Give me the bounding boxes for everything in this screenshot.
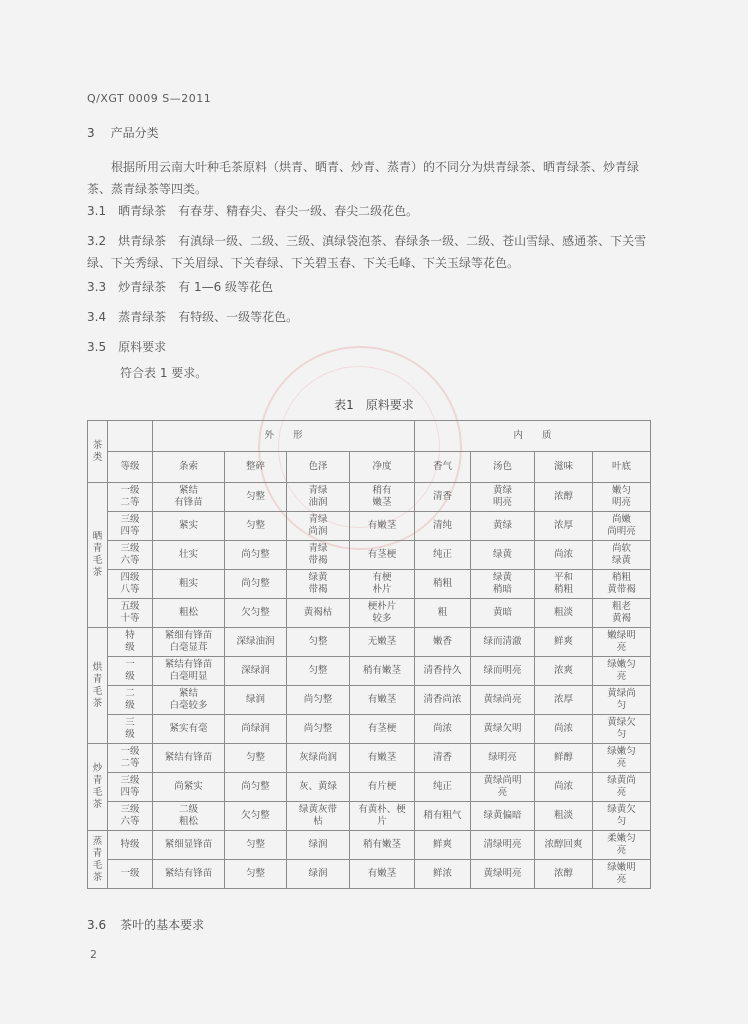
table-header-row [88,421,651,452]
table-cell: 浓厚 [535,686,593,715]
table-cell: 黄绿明亮 [471,860,535,889]
intro-paragraph: 根据所用云南大叶种毛茶原料（烘青、晒青、炒青、蒸青）的不同分为烘青绿茶、晒青绿茶、炒青绿茶、蒸青绿茶等四类。 [87,160,640,196]
item-number: 3.1 [87,204,107,218]
table-cell: 欠匀整 [225,599,287,628]
table-cell: 嫩绿明 亮 [593,628,651,657]
table-cell: 紧细有锋苗 白毫显茸 [153,628,225,657]
table-cell: 清纯 [415,512,471,541]
table-cell: 匀整 [225,860,287,889]
table-cell: 绿润 [287,860,350,889]
item-3-5 [87,336,657,358]
table-cell: 黄绿欠 匀 [593,715,651,744]
table-header-row [88,452,651,483]
table-cell: 紧实有毫 [153,715,225,744]
table-cell: 特 级 [108,628,153,657]
table-row [88,657,651,686]
table-cell: 壮实 [153,541,225,570]
table-cell: 稍有 嫩茎 [350,483,415,512]
page-number: 2 [90,948,97,961]
table-cell: 三 级 [108,715,153,744]
table-cell: 绿嫩匀 亮 [593,657,651,686]
table-cell: 清香 [415,744,471,773]
item-number: 3.2 [87,234,107,248]
table-cell: 三级 四等 [108,512,153,541]
table-cell: 粗老 黄褐 [593,599,651,628]
table-cell: 二级 粗松 [153,802,225,831]
table-row [88,483,651,512]
table-cell: 尚匀整 [225,570,287,599]
table-row [88,831,651,860]
table-cell: 纯正 [415,541,471,570]
table-cell: 尚匀整 [287,715,350,744]
section-number: 3 [87,126,95,140]
quality-group-header: 内 质 [415,421,651,452]
table-cell: 无嫩茎 [350,628,415,657]
table-cell: 绿而清澈 [471,628,535,657]
table-cell: 青绿 尚润 [287,512,350,541]
table-cell: 绿黄偏暗 [471,802,535,831]
item-name: 炒青绿茶 [118,280,167,294]
table-cell: 尚软 绿黄 [593,541,651,570]
document-code: Q/XGT 0009 S—2011 [87,92,212,105]
table-cell: 黄绿欠明 [471,715,535,744]
table-cell: 有嫩茎 [350,744,415,773]
table-cell: 紧结有锋苗 白毫明显 [153,657,225,686]
table-cell: 尚浓 [535,541,593,570]
table-cell: 尚浓 [535,715,593,744]
table-cell: 清绿明亮 [471,831,535,860]
table-cell: 绿嫩明 亮 [593,860,651,889]
column-header: 叶底 [593,452,651,483]
section-title: 茶叶的基本要求 [120,918,205,932]
table-row [88,715,651,744]
table-cell: 灰、黄绿 [287,773,350,802]
item-number: 3.5 [87,340,107,354]
table-cell: 黄绿尚亮 [471,686,535,715]
table-cell: 三级 四等 [108,773,153,802]
table-cell: 稍粗 黄带褐 [593,570,651,599]
section-number: 3.6 [87,918,107,932]
table-cell: 浓醇 [535,860,593,889]
category-header: 茶 类 [88,421,108,483]
table-cell: 尚绿润 [225,715,287,744]
column-header: 等级 [108,452,153,483]
table-cell: 匀整 [225,831,287,860]
item-3-4 [87,306,657,328]
table-cell: 绿润 [225,686,287,715]
column-header: 整碎 [225,452,287,483]
table-cell: 绿黄灰带 枯 [287,802,350,831]
table-cell: 匀整 [225,512,287,541]
table-cell: 二 级 [108,686,153,715]
table-cell: 绿黄尚 亮 [593,773,651,802]
table-cell: 绿嫩匀 亮 [593,744,651,773]
section-title: 产品分类 [110,126,159,140]
table-cell: 鲜醇 [535,744,593,773]
table-row [88,860,651,889]
table-cell: 尚浓 [535,773,593,802]
table-cell: 稍粗 [415,570,471,599]
table-cell: 绿黄 [471,541,535,570]
category-cell: 烘 青 毛 茶 [88,628,108,744]
table-cell: 三级 六等 [108,802,153,831]
table-cell: 深绿油润 [225,628,287,657]
section-3-6-heading [87,916,204,933]
table-cell: 粗实 [153,570,225,599]
table-cell: 灰绿尚润 [287,744,350,773]
table-cell: 有黄朴、梗 片 [350,802,415,831]
table-row [88,802,651,831]
table-cell: 匀整 [287,657,350,686]
table-cell: 绿明亮 [471,744,535,773]
blank-cell [108,421,153,452]
column-header: 滋味 [535,452,593,483]
table-cell: 黄绿尚 匀 [593,686,651,715]
item-text: 有 1—6 级等花色 [178,280,274,294]
table-cell: 黄绿 明亮 [471,483,535,512]
column-header: 色泽 [287,452,350,483]
table-cell: 紧结有锋苗 [153,860,225,889]
table-cell: 一 级 [108,657,153,686]
table-cell: 紧结有锋苗 [153,744,225,773]
table-cell: 黄暗 [471,599,535,628]
table-cell: 绿润 [287,831,350,860]
table-cell: 平和 稍粗 [535,570,593,599]
table-cell: 三级 六等 [108,541,153,570]
table-cell: 浓醇 [535,483,593,512]
column-header: 汤色 [471,452,535,483]
table-cell: 青绿 带褐 [287,541,350,570]
table-cell: 尚嫩 尚明亮 [593,512,651,541]
table-cell: 梗朴片 较多 [350,599,415,628]
item-3-1 [87,200,657,222]
table-cell: 尚匀整 [287,686,350,715]
table-cell: 欠匀整 [225,802,287,831]
table-cell: 紧实 [153,512,225,541]
column-header: 香气 [415,452,471,483]
table-cell: 有梗 朴片 [350,570,415,599]
table-cell: 一级 二等 [108,483,153,512]
table-cell: 稍有粗气 [415,802,471,831]
table-cell: 青绿 油润 [287,483,350,512]
table-cell: 黄绿 [471,512,535,541]
item-text: 有特级、一级等花色。 [178,310,299,324]
table-cell: 鲜爽 [535,628,593,657]
table-cell: 粗松 [153,599,225,628]
table-cell: 清香尚浓 [415,686,471,715]
table-cell: 紧细显锋苗 [153,831,225,860]
table-cell: 绿黄欠 匀 [593,802,651,831]
table-cell: 清香 [415,483,471,512]
table-cell: 绿黄 稍暗 [471,570,535,599]
table-cell: 有嫩茎 [350,860,415,889]
item-number: 3.3 [87,280,107,294]
column-header: 净度 [350,452,415,483]
table-cell: 尚匀整 [225,541,287,570]
table-cell: 嫩香 [415,628,471,657]
item-name: 蒸青绿茶 [118,310,167,324]
category-cell: 蒸 青 毛 茶 [88,831,108,889]
table-cell: 一级 [108,860,153,889]
table-cell: 稍有嫩茎 [350,657,415,686]
table-cell: 稍有嫩茎 [350,831,415,860]
section-3-heading [87,124,159,141]
table-row [88,599,651,628]
item-name: 烘青绿茶 [118,234,167,248]
table-cell: 浓醇回爽 [535,831,593,860]
table-row [88,570,651,599]
table-cell: 浓爽 [535,657,593,686]
table-cell: 一级 二等 [108,744,153,773]
table-caption: 表1 原料要求 [334,398,414,412]
table-cell: 匀整 [225,483,287,512]
table-cell: 有嫩茎 [350,512,415,541]
appearance-group-header: 外 形 [153,421,415,452]
item-3-2 [87,230,657,274]
table-cell: 绿黄 带褐 [287,570,350,599]
category-cell: 晒 青 毛 茶 [88,483,108,628]
table-cell: 有片梗 [350,773,415,802]
category-cell: 炒 青 毛 茶 [88,744,108,831]
table-cell: 四级 八等 [108,570,153,599]
table-row [88,773,651,802]
table-cell: 纯正 [415,773,471,802]
table-cell: 尚紧实 [153,773,225,802]
table-cell: 特级 [108,831,153,860]
table-cell: 紧结 有锋苗 [153,483,225,512]
table-cell: 粗淡 [535,599,593,628]
table-cell: 浓厚 [535,512,593,541]
table-row [88,512,651,541]
raw-material-requirements-table [87,420,651,889]
item-number: 3.4 [87,310,107,324]
item-text: 有春芽、精春尖、春尖一级、春尖二级花色。 [178,204,419,218]
table-row [88,744,651,773]
item-name: 晒青绿茶 [118,204,167,218]
table-cell: 尚匀整 [225,773,287,802]
table-cell: 深绿润 [225,657,287,686]
table-cell: 有茎梗 [350,715,415,744]
item-3-3 [87,276,657,298]
table-cell: 鲜浓 [415,860,471,889]
table-cell: 绿而明亮 [471,657,535,686]
table-cell: 嫩匀 明亮 [593,483,651,512]
table-cell: 紧结 白毫较多 [153,686,225,715]
table-cell: 黄绿尚明 亮 [471,773,535,802]
item-name: 原料要求 [118,340,167,354]
table-cell: 清香持久 [415,657,471,686]
item-text: 有滇绿一级、二级、三级、滇绿袋泡茶、春绿条一级、二级、苍山雪绿、感通茶、下关雪绿、下关秀绿、下关眉绿、下关春绿、下关碧玉春、下关毛峰、下关玉绿等花色。 [87,234,647,270]
table-cell: 尚浓 [415,715,471,744]
table-cell: 匀整 [225,744,287,773]
conform-text: 符合表 1 要求。 [120,366,208,380]
table-cell: 柔嫩匀 亮 [593,831,651,860]
table-cell: 有嫩茎 [350,686,415,715]
table-cell: 粗 [415,599,471,628]
table-row [88,686,651,715]
column-header: 条索 [153,452,225,483]
table-cell: 鲜爽 [415,831,471,860]
table-cell: 匀整 [287,628,350,657]
table-cell: 五级 十等 [108,599,153,628]
table-cell: 有茎梗 [350,541,415,570]
table-cell: 黄褐枯 [287,599,350,628]
table-cell: 粗淡 [535,802,593,831]
table-row [88,628,651,657]
table-row [88,541,651,570]
